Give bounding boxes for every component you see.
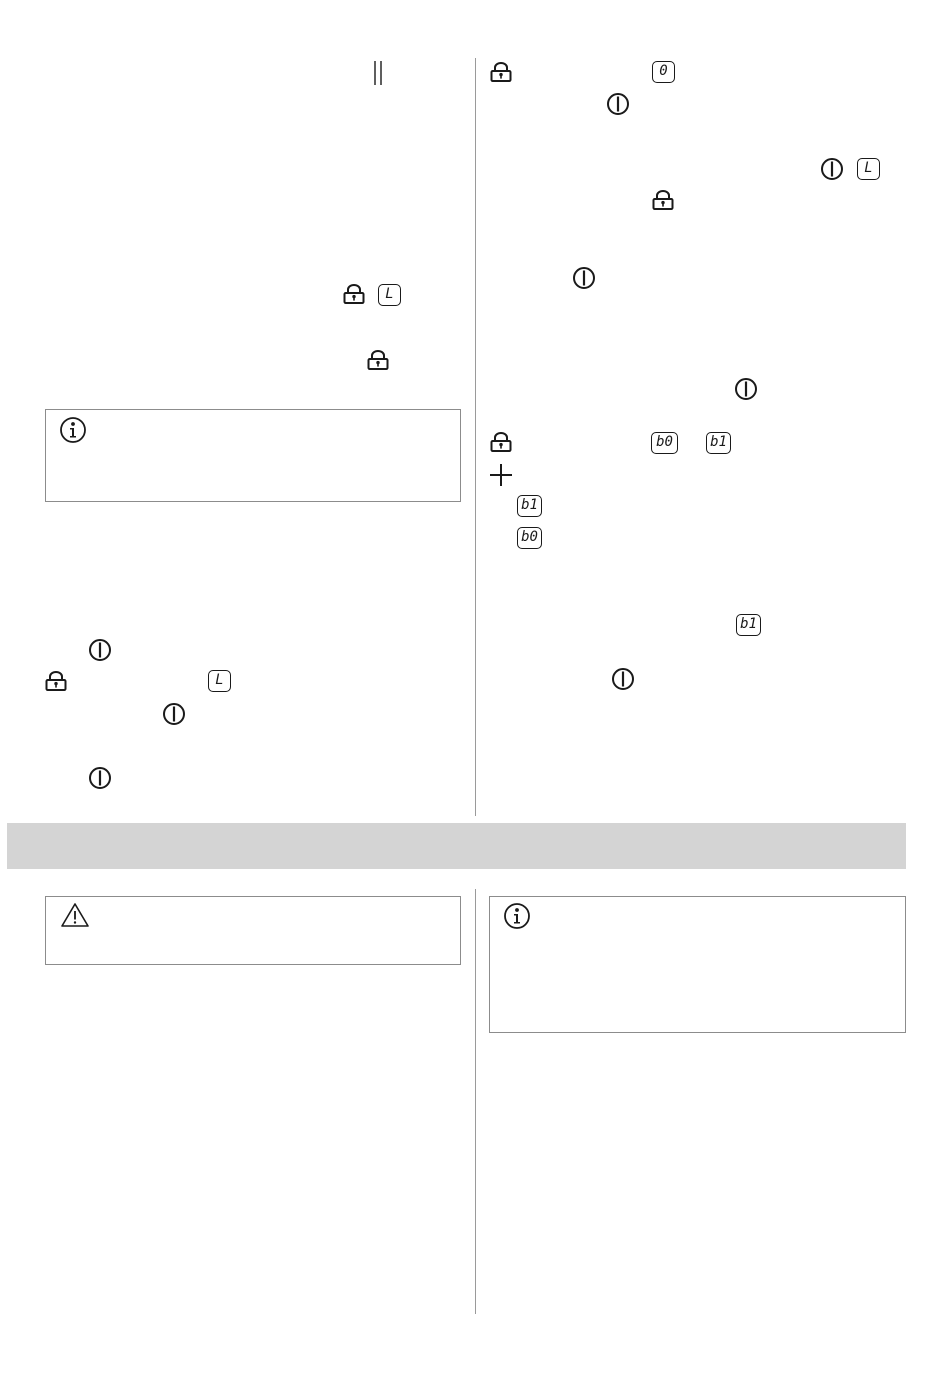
power-icon bbox=[162, 702, 186, 726]
power-icon bbox=[572, 266, 596, 290]
section-heading-band bbox=[7, 823, 906, 869]
info-icon bbox=[59, 416, 87, 444]
column-divider-top bbox=[475, 58, 476, 816]
display-l: L bbox=[857, 158, 880, 180]
lock-icon bbox=[490, 432, 512, 452]
warning-box bbox=[45, 896, 461, 965]
info-note-box bbox=[45, 409, 461, 502]
power-icon bbox=[88, 638, 112, 662]
display-b0: b0 bbox=[651, 432, 678, 454]
display-b1: b1 bbox=[736, 614, 761, 636]
power-icon bbox=[606, 92, 630, 116]
pause-icon bbox=[372, 60, 384, 86]
lock-icon bbox=[490, 62, 512, 82]
power-icon bbox=[734, 377, 758, 401]
power-icon bbox=[611, 667, 635, 691]
display-l: L bbox=[208, 670, 231, 692]
warning-icon bbox=[60, 902, 90, 928]
lock-icon bbox=[343, 284, 365, 304]
power-icon bbox=[88, 766, 112, 790]
display-b0: b0 bbox=[517, 527, 542, 549]
display-b1: b1 bbox=[706, 432, 731, 454]
display-l: L bbox=[378, 284, 401, 306]
display-b1: b1 bbox=[517, 495, 542, 517]
power-icon bbox=[820, 157, 844, 181]
plus-icon bbox=[489, 463, 513, 487]
display-zero: 0 bbox=[652, 61, 675, 83]
lock-icon bbox=[652, 190, 674, 210]
info-note-box bbox=[489, 896, 906, 1033]
info-icon bbox=[503, 902, 531, 930]
lock-icon bbox=[45, 671, 67, 691]
column-divider-bottom bbox=[475, 889, 476, 1314]
lock-icon bbox=[367, 350, 389, 370]
